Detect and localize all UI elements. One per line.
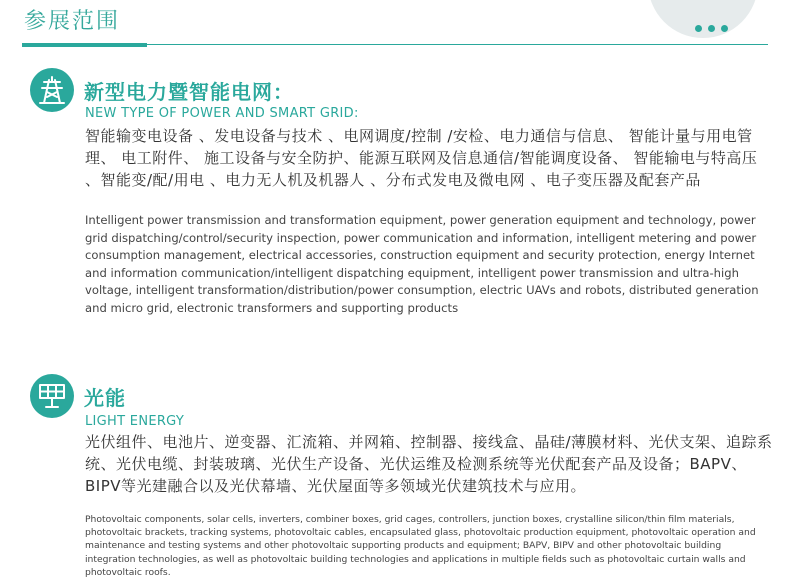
section-body	[85, 106, 774, 317]
section-title-en: NEW TYPE OF POWER AND SMART GRID:	[85, 106, 359, 121]
dot	[695, 25, 702, 32]
dot	[708, 25, 715, 32]
dot	[721, 25, 728, 32]
solar-panel-icon	[30, 374, 74, 418]
section-description-cn: 智能输变电设备 、发电设备与技术 、电网调度/控制 /安检、电力通信与信息、 智能计量与用电管理、 电工附件、 施工设备与安全防护、能源互联网及信息通信/智能调度设备、 智能输电与特高压 、智能变/配/用电 、电力无人机及机器人 、分布式发电及微电网 、电子变压器及配套产品	[85, 127, 758, 189]
section-header	[30, 374, 774, 418]
section-light-energy	[30, 374, 774, 579]
section-description-cn: 光伏组件、电池片、逆变器、汇流箱、并网箱、控制器、接线盒、晶硅/薄膜材料、光伏支架、追踪系统、光伏电缆、封装玻璃、光伏生产设备、光伏运维及检测系统等光伏配套产品及设备；BAPV、BIPV等光建融合以及光伏幕墙、光伏屋面等多领域光伏建筑技术与应用。	[85, 433, 773, 495]
section-title-cn: 光能	[84, 385, 126, 410]
decorative-circle	[648, 0, 758, 38]
section-smart-grid	[30, 68, 774, 317]
section-description-en: Intelligent power transmission and transformation equipment, power generation equipment and technology, power grid dispatching/control/security inspection, power communication and information, intelligent metering and power consumption management, electrical accessories, construction equipment and security protection, energy Internet and information communication/intelligent dispatching equipment, intelligent power transmission and ultra-high voltage, intelligent transformation/distribution/power consumption, electric UAVs and robots, distributed generation and micro grid, electronic transformers and supporting products	[85, 213, 759, 315]
section-body	[85, 414, 774, 579]
header-underline-accent	[22, 43, 147, 47]
power-tower-icon	[30, 68, 74, 112]
section-title-en: LIGHT ENERGY	[85, 414, 185, 429]
page-title: 参展范围	[24, 9, 121, 34]
decorative-dots	[695, 25, 728, 32]
section-description-en: Photovoltaic components, solar cells, inverters, combiner boxes, grid cages, controllers, junction boxes, crystalline silicon/thin film materials, photovoltaic brackets, tracking systems, photovoltaic cables, encapsulated glass, photovoltaic production equipment, photovoltaic operation and maintenance and testing systems and other photovoltaic supporting products and equipment; BAPV, BIPV and other photovoltaic building integration technologies, as well as photovoltaic building technologies and applications in multiple fields such as photovoltaic curtain walls and photovoltaic roofs.	[85, 514, 756, 578]
section-title-cn: 新型电力暨智能电网：	[84, 79, 294, 104]
